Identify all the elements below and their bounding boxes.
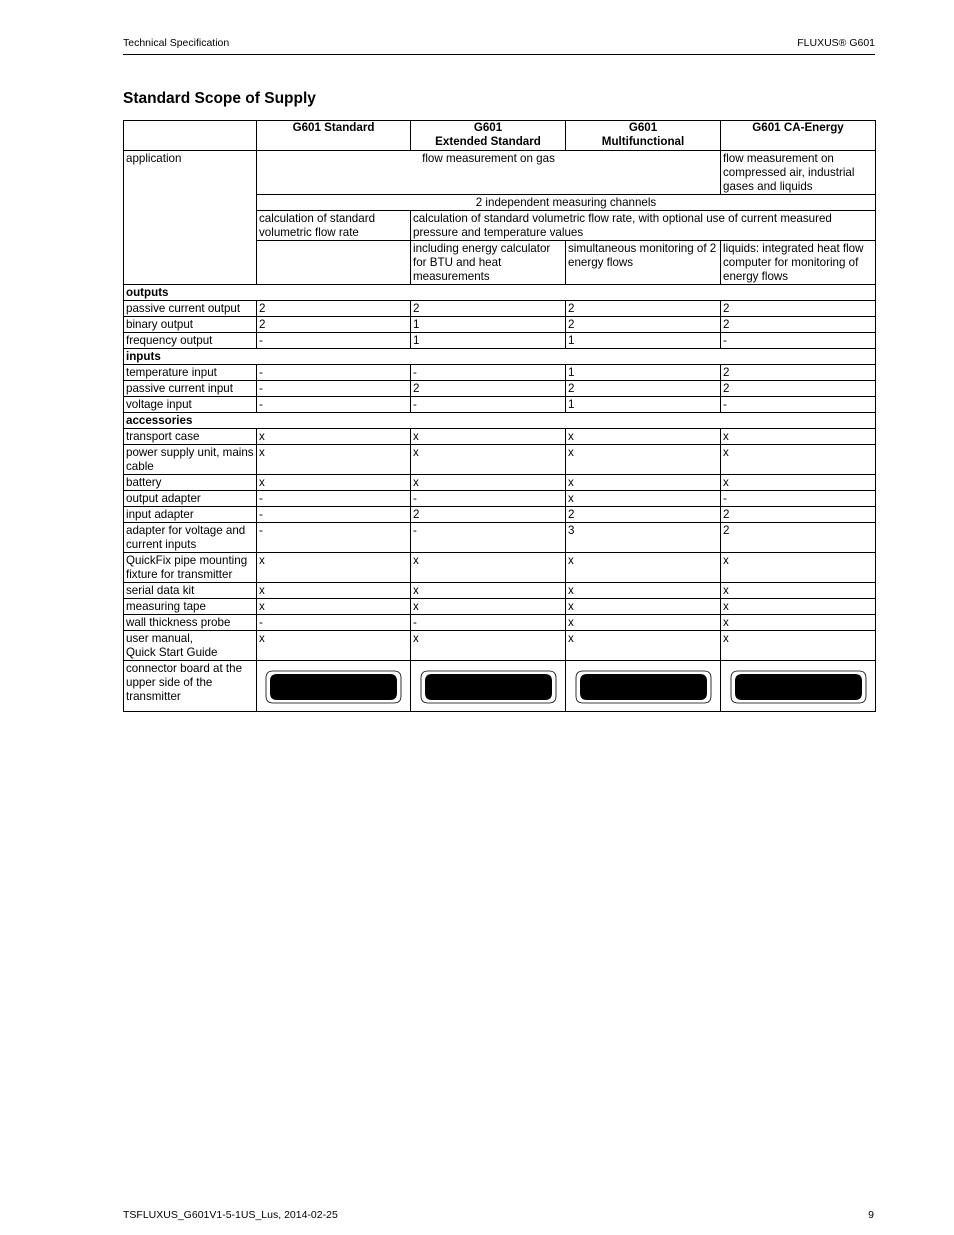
row-label: passive current input bbox=[124, 381, 257, 397]
table-cell: x bbox=[721, 429, 876, 445]
table-header-row bbox=[124, 121, 876, 151]
table-cell: 1 bbox=[566, 365, 721, 381]
table-cell: x bbox=[721, 475, 876, 491]
row-label: adapter for voltage and current inputs bbox=[124, 523, 257, 553]
row-label: wall thickness probe bbox=[124, 615, 257, 631]
table-cell: x bbox=[566, 475, 721, 491]
table-cell: 2 bbox=[721, 381, 876, 397]
connector-board-icon bbox=[728, 667, 869, 707]
table-row bbox=[124, 523, 876, 553]
table-row bbox=[124, 631, 876, 661]
header-left: Technical Specification bbox=[123, 37, 230, 49]
table-row bbox=[124, 599, 876, 615]
table-cell: 2 bbox=[721, 317, 876, 333]
table-cell: calculation of standard volumetric flow rate, with optional use of current measured pressure and temperature values bbox=[411, 211, 876, 241]
table-cell: x bbox=[721, 553, 876, 583]
column-header-line: G601 bbox=[628, 121, 658, 134]
table-cell: x bbox=[411, 429, 566, 445]
table-cell: x bbox=[257, 631, 411, 661]
table-cell: - bbox=[257, 381, 411, 397]
table-cell: 2 bbox=[721, 301, 876, 317]
column-header-g601-ca-energy bbox=[721, 121, 876, 151]
table-row bbox=[124, 507, 876, 523]
table-cell: x bbox=[721, 583, 876, 599]
table-cell: x bbox=[257, 429, 411, 445]
table-cell: x bbox=[721, 599, 876, 615]
table-cell: x bbox=[257, 599, 411, 615]
table-cell: x bbox=[566, 429, 721, 445]
table-cell: - bbox=[257, 507, 411, 523]
table-cell: - bbox=[257, 523, 411, 553]
table-cell: calculation of standard volumetric flow rate bbox=[257, 211, 411, 241]
section-title: outputs bbox=[124, 285, 876, 301]
header-right: FLUXUS® G601 bbox=[797, 37, 875, 49]
table-row bbox=[124, 429, 876, 445]
table-cell: x bbox=[411, 599, 566, 615]
table-cell: 2 bbox=[721, 507, 876, 523]
column-header-g601-multifunctional bbox=[566, 121, 721, 151]
table-cell: x bbox=[257, 475, 411, 491]
table-cell: - bbox=[721, 397, 876, 413]
row-label: user manual, Quick Start Guide bbox=[124, 631, 257, 661]
header-rule bbox=[123, 54, 875, 55]
table-cell: - bbox=[257, 397, 411, 413]
section-title: inputs bbox=[124, 349, 876, 365]
table-cell: x bbox=[566, 445, 721, 475]
table-cell: x bbox=[566, 615, 721, 631]
table-cell: x bbox=[566, 583, 721, 599]
row-label: transport case bbox=[124, 429, 257, 445]
table-row bbox=[124, 365, 876, 381]
table-cell: x bbox=[411, 631, 566, 661]
table-cell: 2 bbox=[566, 381, 721, 397]
table-cell: - bbox=[721, 333, 876, 349]
row-label: binary output bbox=[124, 317, 257, 333]
table-cell: 2 bbox=[411, 381, 566, 397]
table-cell: 2 bbox=[566, 317, 721, 333]
column-header-line: Extended Standard bbox=[435, 135, 541, 148]
table-cell: x bbox=[566, 631, 721, 661]
row-label: input adapter bbox=[124, 507, 257, 523]
table-cell: x bbox=[411, 583, 566, 599]
table-cell: - bbox=[257, 615, 411, 631]
row-label: serial data kit bbox=[124, 583, 257, 599]
table-cell: x bbox=[721, 615, 876, 631]
table-cell: 1 bbox=[411, 317, 566, 333]
section-title: accessories bbox=[124, 413, 876, 429]
row-label: voltage input bbox=[124, 397, 257, 413]
row-label: power supply unit, mains cable bbox=[124, 445, 257, 475]
table-cell: 2 bbox=[721, 365, 876, 381]
footer-doc-id: TSFLUXUS_G601V1-5-1US_Lus, 2014-02-25 bbox=[123, 1209, 338, 1221]
table-cell: x bbox=[411, 553, 566, 583]
row-label: temperature input bbox=[124, 365, 257, 381]
row-label: passive current output bbox=[124, 301, 257, 317]
table-cell: - bbox=[257, 491, 411, 507]
table-row bbox=[124, 491, 876, 507]
column-header-line: G601 CA-Energy bbox=[752, 121, 844, 134]
table-cell: 2 bbox=[411, 301, 566, 317]
table-row bbox=[124, 475, 876, 491]
connector-board-icon bbox=[263, 667, 404, 707]
table-row-connector-board bbox=[124, 661, 876, 712]
row-label: measuring tape bbox=[124, 599, 257, 615]
table-row bbox=[124, 583, 876, 599]
header-empty-cell bbox=[124, 121, 257, 151]
table-row bbox=[124, 301, 876, 317]
column-header-g601-standard bbox=[257, 121, 411, 151]
table-cell: - bbox=[721, 491, 876, 507]
table-cell: 2 bbox=[257, 301, 411, 317]
table-cell: - bbox=[411, 615, 566, 631]
row-label: output adapter bbox=[124, 491, 257, 507]
table-cell: x bbox=[566, 599, 721, 615]
table-cell: flow measurement on gas bbox=[257, 151, 721, 195]
table-cell: simultaneous monitoring of 2 energy flows bbox=[566, 241, 721, 285]
section-header-row bbox=[124, 285, 876, 301]
table-cell: - bbox=[257, 333, 411, 349]
table-cell: - bbox=[257, 365, 411, 381]
column-header-g601-extended bbox=[411, 121, 566, 151]
table-cell: 3 bbox=[566, 523, 721, 553]
table-row bbox=[124, 445, 876, 475]
table-cell: x bbox=[257, 445, 411, 475]
table-cell: 2 independent measuring channels bbox=[257, 195, 876, 211]
row-label: battery bbox=[124, 475, 257, 491]
column-header-line: G601 Standard bbox=[292, 121, 375, 134]
table-cell: 1 bbox=[411, 333, 566, 349]
connector-board-image-standard bbox=[257, 661, 411, 712]
table-cell: - bbox=[411, 397, 566, 413]
table-cell: - bbox=[411, 491, 566, 507]
table-cell: flow measurement on compressed air, industrial gases and liquids bbox=[721, 151, 876, 195]
table-cell: x bbox=[257, 553, 411, 583]
table-row bbox=[124, 553, 876, 583]
table-row bbox=[124, 317, 876, 333]
table-cell: - bbox=[411, 523, 566, 553]
table-row bbox=[124, 333, 876, 349]
row-label: connector board at the upper side of the transmitter bbox=[124, 661, 257, 712]
table-cell: - bbox=[411, 365, 566, 381]
table-cell: x bbox=[721, 631, 876, 661]
column-header-line: Multifunctional bbox=[601, 135, 685, 148]
page-number: 9 bbox=[868, 1209, 874, 1221]
table-cell: 1 bbox=[566, 333, 721, 349]
table-row bbox=[124, 397, 876, 413]
table-cell: x bbox=[411, 445, 566, 475]
table-row bbox=[124, 151, 876, 195]
section-header-row bbox=[124, 349, 876, 365]
section-header-row bbox=[124, 413, 876, 429]
table-cell: x bbox=[721, 445, 876, 475]
table-cell: x bbox=[566, 491, 721, 507]
row-label: QuickFix pipe mounting fixture for transmitter bbox=[124, 553, 257, 583]
connector-board-icon bbox=[573, 667, 714, 707]
table-cell: 2 bbox=[411, 507, 566, 523]
column-header-line: G601 bbox=[473, 121, 503, 134]
table-cell: x bbox=[257, 583, 411, 599]
table-cell: including energy calculator for BTU and heat measurements bbox=[411, 241, 566, 285]
table-cell: 2 bbox=[257, 317, 411, 333]
connector-board-icon bbox=[418, 667, 559, 707]
table-cell bbox=[257, 241, 411, 285]
table-cell: 2 bbox=[566, 301, 721, 317]
row-label: application bbox=[124, 151, 257, 285]
table-row bbox=[124, 615, 876, 631]
connector-board-image-extended bbox=[411, 661, 566, 712]
table-cell: x bbox=[566, 553, 721, 583]
table-row bbox=[124, 381, 876, 397]
table-cell: 2 bbox=[721, 523, 876, 553]
table-cell: liquids: integrated heat flow computer for monitoring of energy flows bbox=[721, 241, 876, 285]
table-cell: x bbox=[411, 475, 566, 491]
connector-board-image-ca-energy bbox=[721, 661, 876, 712]
row-label: frequency output bbox=[124, 333, 257, 349]
table-cell: 2 bbox=[566, 507, 721, 523]
connector-board-image-multifunctional bbox=[566, 661, 721, 712]
page-title: Standard Scope of Supply bbox=[123, 90, 316, 107]
scope-of-supply-table bbox=[123, 120, 876, 712]
table-cell: 1 bbox=[566, 397, 721, 413]
